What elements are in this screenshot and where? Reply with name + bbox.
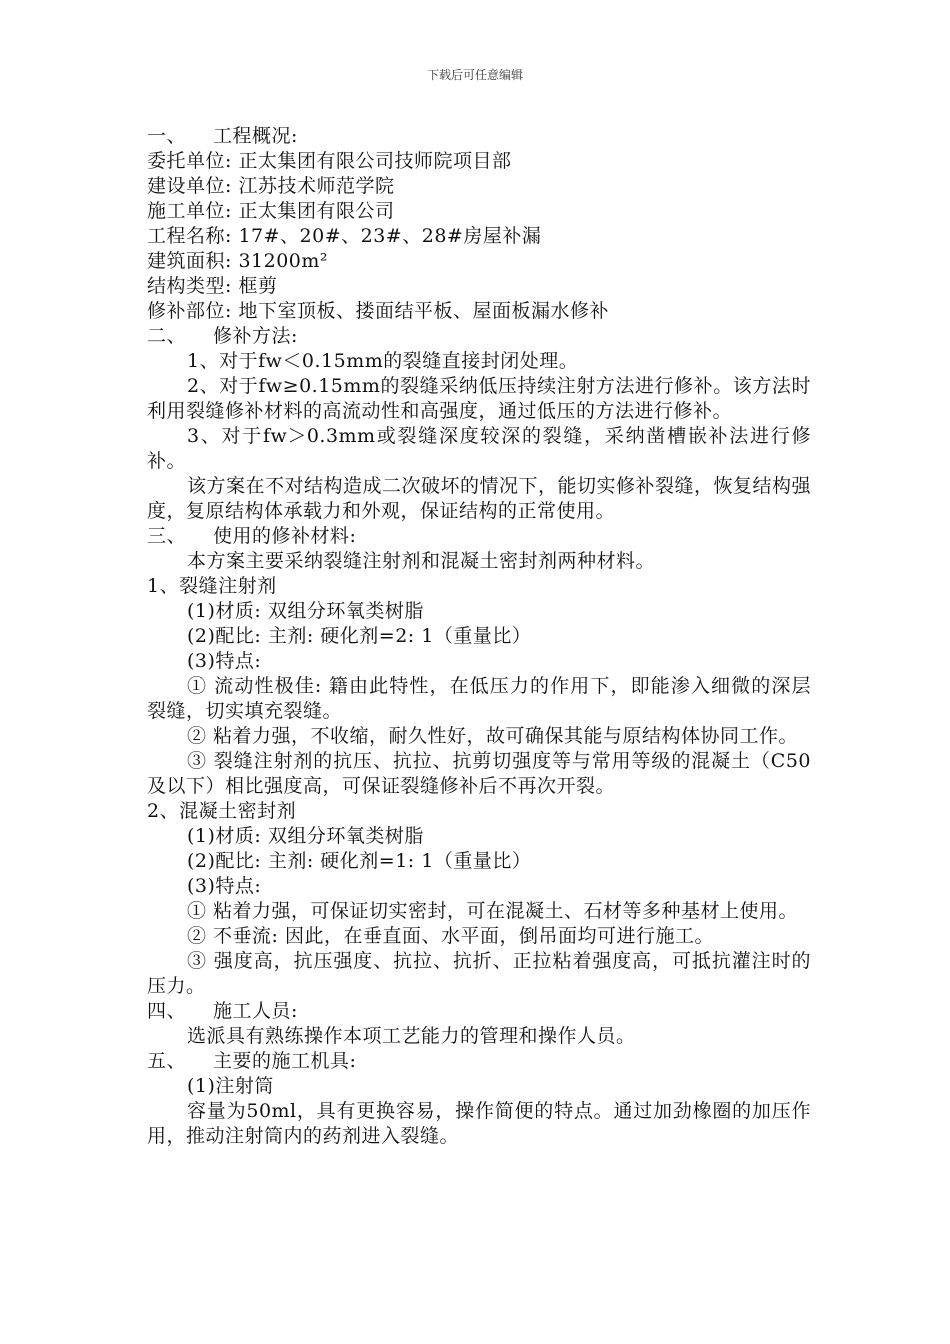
method-2: 2、对于fw≥0.15mm的裂缝采纳低压持续注射方法进行修补。该方法时利用裂缝修补材料的高流动性和高强度，通过低压的方法进行修补。 [147,375,811,422]
tool-1-description: 容量为50ml，具有更换容易，操作简便的特点。通过加劲橡圈的加压作用，推动注射筒内的药剂进入裂缝。 [147,1100,811,1147]
method-1: 1、对于fw＜0.15mm的裂缝直接封闭处理。 [187,350,579,372]
material-2-features-label: (3)特点: [187,875,262,897]
material-1-feature-1: ① 流动性极佳: 籍由此特性，在低压力的作用下，即能渗入细微的深层裂缝，切实填充裂缝。 [147,675,811,722]
section-title: 修补方法: [213,325,298,347]
materials-intro: 本方案主要采纳裂缝注射剂和混凝土密封剂两种材料。 [187,550,656,572]
section-heading-1 [147,124,811,149]
section-heading-3 [147,524,811,549]
section-title: 工程概况: [213,125,298,147]
page-header-note: 下载后可任意编辑 [426,68,523,82]
section-number: 三、 [147,525,187,547]
project-area: 建筑面积: 31200m² [147,250,329,272]
section-title: 使用的修补材料: [213,525,357,547]
section-number: 一、 [147,125,187,147]
material-1-features-label: (3)特点: [187,650,262,672]
material-2-ratio: (2)配比: 主剂: 硬化剂=1: 1（重量比） [187,850,532,872]
material-1-title: 1、裂缝注射剂 [147,575,277,597]
material-2-feature-3: ③ 强度高，抗压强度、抗拉、抗折、正拉粘着强度高，可抵抗灌注时的压力。 [147,950,811,997]
section-title: 主要的施工机具: [213,1050,357,1072]
method-3: 3、对于fw＞0.3mm或裂缝深度较深的裂缝，采纳凿槽嵌补法进行修补。 [147,425,811,472]
material-2-feature-1: ① 粘着力强，可保证切实密封，可在混凝土、石材等多种基材上使用。 [187,900,799,922]
project-client: 委托单位: 正太集团有限公司技师院项目部 [147,150,512,172]
material-2-feature-2: ② 不垂流: 因此，在垂直面、水平面，倒吊面均可进行施工。 [187,925,714,947]
section-number: 四、 [147,1000,187,1022]
section-heading-2 [147,324,811,349]
material-1-composition: (1)材质: 双组分环氧类树脂 [187,600,424,622]
material-2-title: 2、混凝土密封剂 [147,800,297,822]
material-1-feature-2: ② 粘着力强，不收缩，耐久性好，故可确保其能与原结构体协同工作。 [187,725,799,747]
section-number: 五、 [147,1050,187,1072]
tool-1-title: (1)注射筒 [187,1075,274,1097]
project-name: 工程名称: 17#、20#、23#、28#房屋补漏 [147,225,542,247]
section-title: 施工人员: [213,1000,298,1022]
section-number: 二、 [147,325,187,347]
method-summary: 该方案在不对结构造成二次破坏的情况下，能切实修补裂缝，恢复结构强度，复原结构体承载力和外观，保证结构的正常使用。 [147,475,812,522]
section-heading-4 [147,999,811,1024]
material-2-composition: (1)材质: 双组分环氧类树脂 [187,825,424,847]
project-contractor: 施工单位: 正太集团有限公司 [147,200,395,222]
material-1-feature-3: ③ 裂缝注射剂的抗压、抗拉、抗剪切强度等与常用等级的混凝土（C50及以下）相比强度高，可保证裂缝修补后不再次开裂。 [147,750,811,797]
project-repair-location: 修补部位: 地下室顶板、搂面结平板、屋面板漏水修补 [147,300,609,322]
document-body [147,124,811,1149]
project-structure: 结构类型: 框剪 [147,275,278,297]
material-1-ratio: (2)配比: 主剂: 硬化剂=2: 1（重量比） [187,625,532,647]
section-heading-5 [147,1049,811,1074]
project-owner: 建设单位: 江苏技术师范学院 [147,175,395,197]
personnel-text: 选派具有熟练操作本项工艺能力的管理和操作人员。 [187,1025,636,1047]
